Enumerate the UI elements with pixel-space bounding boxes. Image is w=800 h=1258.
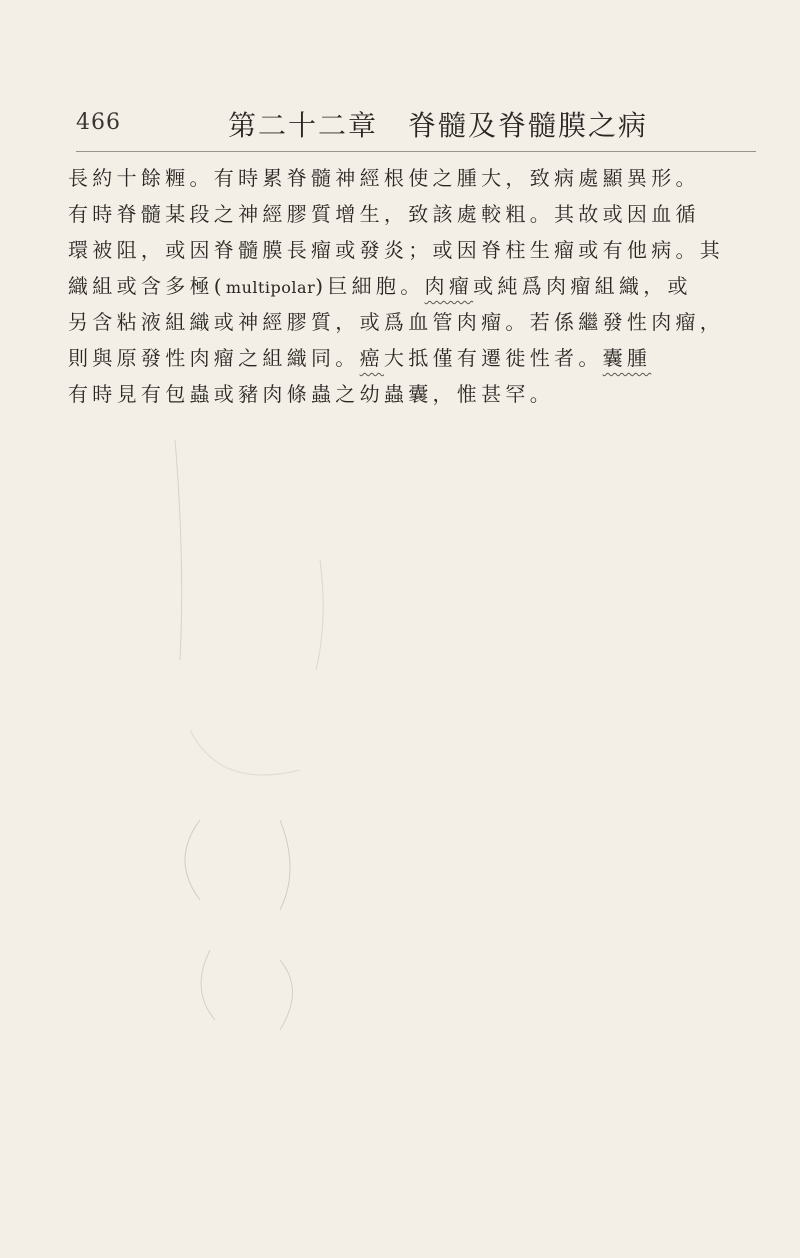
running-header: [76, 104, 740, 144]
text-segment: 或純爲肉瘤組織，或: [473, 274, 692, 298]
text-line-7: 有時見有包蟲或豬肉條蟲之幼蟲囊，惟甚罕。: [68, 382, 554, 406]
text-line-3: 環被阻，或因脊髓膜長瘤或發炎；或因脊柱生瘤或有他病。其: [68, 238, 725, 262]
page-number: 466: [76, 110, 121, 135]
text-line-6: [68, 340, 774, 376]
latin-term: multipolar: [225, 278, 316, 297]
term-cyst: 囊腫: [602, 346, 652, 370]
body-text: [68, 160, 774, 412]
text-line-1: 長約十餘糎。有時累脊髓神經根使之腫大，致病處顯異形。: [68, 166, 700, 190]
header-rule: [76, 151, 756, 152]
chapter-title: 第二十二章 脊髓及脊髓膜之病: [228, 109, 649, 142]
text-line-5: 另含粘液組織或神經膠質，或爲血管肉瘤。若係繼發性肉瘤，: [68, 310, 725, 334]
term-sarcoma: 肉瘤: [424, 274, 474, 298]
text-segment: 織組或含多極(: [68, 274, 226, 298]
text-line-2: 有時脊髓某段之神經膠質增生，致該處較粗。其故或因血循: [68, 202, 700, 226]
text-segment: )巨細胞。: [315, 274, 425, 298]
text-segment: 大抵僅有遷徙性者。: [383, 346, 603, 370]
text-line-4: [68, 268, 774, 304]
term-carcinoma: 癌: [359, 346, 384, 370]
text-segment: 則與原發性肉瘤之組織同。: [68, 346, 360, 370]
